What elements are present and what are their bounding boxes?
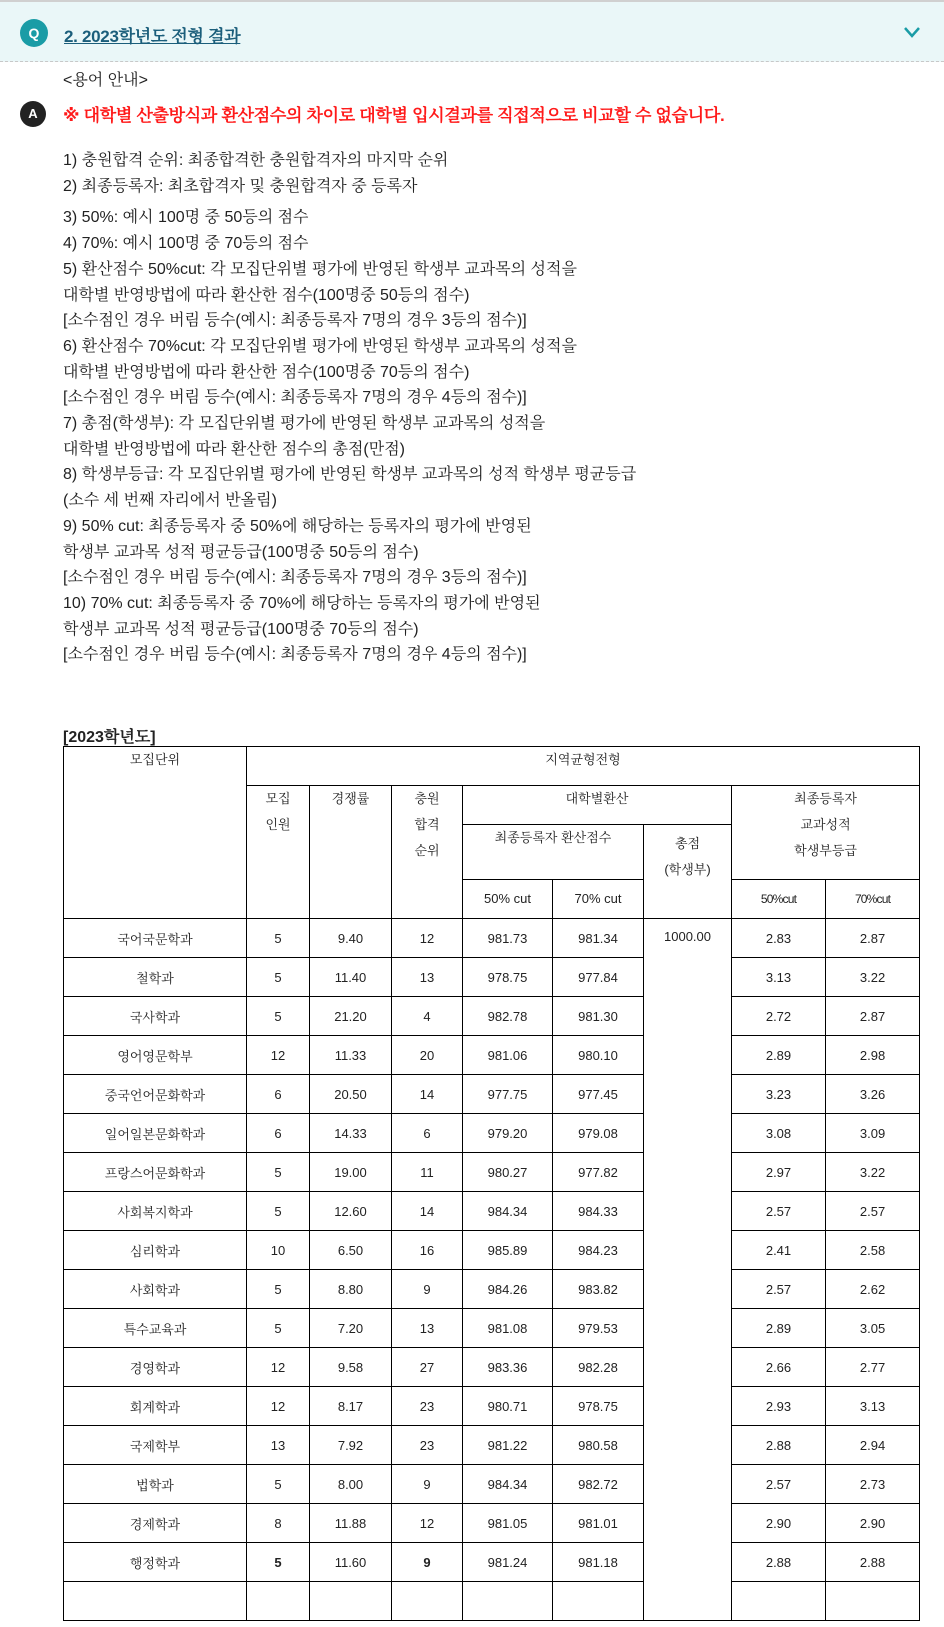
definition-item: [소수점인 경우 버림 등수(예시: 최종등록자 7명의 경우 3등의 점수)] [63, 312, 527, 330]
header-waitlist: 충원 합격 순위 [392, 786, 463, 919]
definition-item: 6) 환산점수 70%cut: 각 모집단위별 평가에 반영된 학생부 교과목의 성적을 [63, 337, 577, 355]
cell-score-70cut: 980.10 [553, 1036, 644, 1075]
question-badge: Q [20, 19, 48, 47]
cell-quota: 5 [247, 1192, 310, 1231]
definition-item: [소수점인 경우 버림 등수(예시: 최종등록자 7명의 경우 4등의 점수)] [63, 646, 527, 664]
table-row [64, 1426, 920, 1465]
cell-grade-70cut: 2.73 [826, 1465, 920, 1504]
definition-item: 학생부 교과목 성적 평균등급(100명중 70등의 점수) [63, 620, 419, 638]
cell-empty [732, 1582, 826, 1621]
table-row [64, 1036, 920, 1075]
cell-score-50cut: 981.22 [463, 1426, 553, 1465]
cell-score-50cut: 985.89 [463, 1231, 553, 1270]
cell-waitlist-rank: 12 [392, 919, 463, 958]
cell-grade-50cut: 2.97 [732, 1153, 826, 1192]
cell-waitlist-rank: 20 [392, 1036, 463, 1075]
cell-waitlist-rank: 14 [392, 1192, 463, 1231]
definition-item: [소수점인 경우 버림 등수(예시: 최종등록자 7명의 경우 3등의 점수)] [63, 569, 527, 587]
table-row [64, 1231, 920, 1270]
definition-item: 대학별 반영방법에 따라 환산한 점수의 총점(만점) [63, 440, 406, 458]
header-final-score: 최종등록자 환산점수 [463, 825, 644, 880]
cell-unit: 경제학과 [64, 1504, 247, 1543]
cell-rate: 21.20 [310, 997, 392, 1036]
cell-score-50cut: 981.06 [463, 1036, 553, 1075]
cell-waitlist-rank: 14 [392, 1075, 463, 1114]
cell-unit: 프랑스어문화학과 [64, 1153, 247, 1192]
cell-score-50cut: 981.05 [463, 1504, 553, 1543]
table-row [64, 1543, 920, 1582]
cell-total-score: 1000.00 [644, 919, 732, 1621]
table-row [64, 1270, 920, 1309]
cell-score-50cut: 984.26 [463, 1270, 553, 1309]
definition-item: 9) 50% cut: 최종등록자 중 50%에 해당하는 등록자의 평가에 반영된 [63, 517, 532, 535]
cell-waitlist-rank: 16 [392, 1231, 463, 1270]
cell-quota: 5 [247, 997, 310, 1036]
cell-unit: 사회복지학과 [64, 1192, 247, 1231]
cell-score-70cut: 977.45 [553, 1075, 644, 1114]
definition-item: 10) 70% cut: 최종등록자 중 70%에 해당하는 등록자의 평가에 반영된 [63, 594, 541, 612]
cell-score-70cut: 984.33 [553, 1192, 644, 1231]
cell-grade-50cut: 2.72 [732, 997, 826, 1036]
cell-rate: 8.80 [310, 1270, 392, 1309]
cell-score-50cut: 982.78 [463, 997, 553, 1036]
cell-unit: 경영학과 [64, 1348, 247, 1387]
cell-quota: 12 [247, 1036, 310, 1075]
definition-item: 대학별 반영방법에 따라 환산한 점수(100명중 50등의 점수) [63, 286, 470, 304]
table-row [64, 1504, 920, 1543]
cell-score-50cut: 979.20 [463, 1114, 553, 1153]
guide-title: <용어 안내> [63, 72, 148, 89]
cell-unit: 일어일본문화학과 [64, 1114, 247, 1153]
table-row [64, 1114, 920, 1153]
definition-item: 4) 70%: 예시 100명 중 70등의 점수 [63, 235, 309, 253]
cell-grade-70cut: 2.87 [826, 919, 920, 958]
cell-rate: 19.00 [310, 1153, 392, 1192]
cell-grade-50cut: 2.57 [732, 1465, 826, 1504]
cell-score-70cut: 978.75 [553, 1387, 644, 1426]
table-row [64, 1075, 920, 1114]
cell-grade-50cut: 2.57 [732, 1270, 826, 1309]
cell-rate: 7.92 [310, 1426, 392, 1465]
header-score-70cut: 70% cut [553, 880, 644, 919]
cell-grade-70cut: 3.05 [826, 1309, 920, 1348]
cell-grade-50cut: 2.93 [732, 1387, 826, 1426]
table-row [64, 958, 920, 997]
cell-rate: 9.40 [310, 919, 392, 958]
cell-rate: 12.60 [310, 1192, 392, 1231]
cell-quota: 6 [247, 1114, 310, 1153]
definition-item: 3) 50%: 예시 100명 중 50등의 점수 [63, 209, 309, 227]
cell-unit: 중국언어문화학과 [64, 1075, 247, 1114]
cell-grade-50cut: 2.57 [732, 1192, 826, 1231]
cell-score-50cut: 980.71 [463, 1387, 553, 1426]
cell-score-70cut: 979.53 [553, 1309, 644, 1348]
table-row [64, 1309, 920, 1348]
cell-grade-70cut: 2.77 [826, 1348, 920, 1387]
cell-rate: 8.17 [310, 1387, 392, 1426]
cell-grade-50cut: 2.66 [732, 1348, 826, 1387]
answer-badge: A [20, 101, 46, 127]
cell-empty [392, 1582, 463, 1621]
cell-score-70cut: 981.01 [553, 1504, 644, 1543]
cell-grade-50cut: 3.13 [732, 958, 826, 997]
header-score-50cut: 50% cut [463, 880, 553, 919]
header-track: 지역균형전형 [247, 747, 920, 786]
table-row [64, 997, 920, 1036]
cell-waitlist-rank: 13 [392, 958, 463, 997]
cell-rate: 11.40 [310, 958, 392, 997]
cell-waitlist-rank: 23 [392, 1387, 463, 1426]
cell-unit: 심리학과 [64, 1231, 247, 1270]
cell-grade-50cut: 2.89 [732, 1036, 826, 1075]
cell-grade-70cut: 3.13 [826, 1387, 920, 1426]
table-row [64, 1153, 920, 1192]
cell-rate: 7.20 [310, 1309, 392, 1348]
header-quota: 모집 인원 [247, 786, 310, 919]
cell-score-70cut: 979.08 [553, 1114, 644, 1153]
definition-item: 1) 충원합격 순위: 최종합격한 충원합격자의 마지막 순위 [63, 152, 449, 169]
cell-quota: 5 [247, 1309, 310, 1348]
cell-unit: 국제학부 [64, 1426, 247, 1465]
cell-score-70cut: 983.82 [553, 1270, 644, 1309]
chevron-down-icon[interactable] [902, 22, 922, 42]
cell-grade-70cut: 3.22 [826, 1153, 920, 1192]
cell-grade-70cut: 3.26 [826, 1075, 920, 1114]
cell-quota: 5 [247, 1465, 310, 1504]
header-unit: 모집단위 [64, 747, 247, 919]
cell-grade-50cut: 2.83 [732, 919, 826, 958]
cell-waitlist-rank: 11 [392, 1153, 463, 1192]
term-definitions [63, 148, 923, 668]
cell-unit: 영어영문학부 [64, 1036, 247, 1075]
cell-waitlist-rank: 9 [392, 1270, 463, 1309]
cell-score-50cut: 984.34 [463, 1192, 553, 1231]
table-row [64, 1348, 920, 1387]
cell-empty [247, 1582, 310, 1621]
cell-empty [463, 1582, 553, 1621]
cell-grade-50cut: 2.41 [732, 1231, 826, 1270]
cell-grade-70cut: 3.22 [826, 958, 920, 997]
cell-score-50cut: 983.36 [463, 1348, 553, 1387]
cell-waitlist-rank: 12 [392, 1504, 463, 1543]
definition-item: 학생부 교과목 성적 평균등급(100명중 50등의 점수) [63, 543, 419, 561]
cell-grade-70cut: 2.87 [826, 997, 920, 1036]
cell-unit: 회계학과 [64, 1387, 247, 1426]
cell-waitlist-rank: 13 [392, 1309, 463, 1348]
cell-score-50cut: 978.75 [463, 958, 553, 997]
cell-score-50cut: 980.27 [463, 1153, 553, 1192]
cell-grade-50cut: 2.88 [732, 1543, 826, 1582]
cell-unit: 법학과 [64, 1465, 247, 1504]
cell-grade-50cut: 3.23 [732, 1075, 826, 1114]
cell-unit: 국사학과 [64, 997, 247, 1036]
cell-grade-50cut: 2.89 [732, 1309, 826, 1348]
cell-rate: 8.00 [310, 1465, 392, 1504]
header-grade-70cut: 70%cut [826, 880, 920, 919]
cell-empty [826, 1582, 920, 1621]
cell-waitlist-rank: 23 [392, 1426, 463, 1465]
cell-waitlist-rank: 6 [392, 1114, 463, 1153]
cell-score-70cut: 981.18 [553, 1543, 644, 1582]
cell-grade-70cut: 2.57 [826, 1192, 920, 1231]
cell-score-70cut: 984.23 [553, 1231, 644, 1270]
table-row [64, 1465, 920, 1504]
cell-quota: 5 [247, 1153, 310, 1192]
cell-score-70cut: 977.82 [553, 1153, 644, 1192]
table-row [64, 919, 920, 958]
cell-empty [553, 1582, 644, 1621]
cell-grade-70cut: 2.90 [826, 1504, 920, 1543]
cell-unit: 철학과 [64, 958, 247, 997]
cell-quota: 10 [247, 1231, 310, 1270]
cell-empty [310, 1582, 392, 1621]
cell-quota: 8 [247, 1504, 310, 1543]
cell-quota: 12 [247, 1387, 310, 1426]
cell-quota: 5 [247, 1270, 310, 1309]
definition-item: (소수 세 번째 자리에서 반올림) [63, 492, 277, 510]
cell-score-50cut: 977.75 [463, 1075, 553, 1114]
answer-content [63, 68, 923, 668]
cell-grade-70cut: 2.62 [826, 1270, 920, 1309]
cell-rate: 11.88 [310, 1504, 392, 1543]
cell-grade-70cut: 3.09 [826, 1114, 920, 1153]
cell-score-50cut: 981.73 [463, 919, 553, 958]
header-rate: 경쟁률 [310, 786, 392, 919]
question-title-link[interactable]: 2. 2023학년도 전형 결과 [64, 27, 241, 46]
cell-unit: 사회학과 [64, 1270, 247, 1309]
cell-grade-70cut: 2.98 [826, 1036, 920, 1075]
cell-quota: 12 [247, 1348, 310, 1387]
cell-waitlist-rank: 9 [392, 1543, 463, 1582]
table-row-partial [64, 1582, 920, 1621]
definition-item: 7) 총점(학생부): 각 모집단위별 평가에 반영된 학생부 교과목의 성적을 [63, 415, 546, 433]
cell-unit: 특수교육과 [64, 1309, 247, 1348]
cell-quota: 6 [247, 1075, 310, 1114]
cell-rate: 6.50 [310, 1231, 392, 1270]
cell-score-70cut: 977.84 [553, 958, 644, 997]
cell-grade-50cut: 3.08 [732, 1114, 826, 1153]
definition-item: 2) 최종등록자: 최초합격자 및 충원합격자 중 등록자 [63, 177, 418, 195]
cell-quota: 5 [247, 1543, 310, 1582]
cell-rate: 11.33 [310, 1036, 392, 1075]
cell-grade-70cut: 2.94 [826, 1426, 920, 1465]
header-grade: 최종등록자 교과성적 학생부등급 [732, 786, 920, 880]
cell-score-70cut: 980.58 [553, 1426, 644, 1465]
admission-results-table [63, 746, 920, 1621]
table-row [64, 1387, 920, 1426]
cell-score-70cut: 982.72 [553, 1465, 644, 1504]
year-title: [2023학년도] [63, 729, 156, 746]
cell-quota: 5 [247, 919, 310, 958]
cell-grade-50cut: 2.88 [732, 1426, 826, 1465]
cell-waitlist-rank: 27 [392, 1348, 463, 1387]
cell-unit: 국어국문학과 [64, 919, 247, 958]
cell-score-50cut: 981.24 [463, 1543, 553, 1582]
definition-item: [소수점인 경우 버림 등수(예시: 최종등록자 7명의 경우 4등의 점수)] [63, 389, 527, 407]
cell-waitlist-rank: 4 [392, 997, 463, 1036]
question-header[interactable] [0, 0, 944, 62]
definition-item: 대학별 반영방법에 따라 환산한 점수(100명중 70등의 점수) [63, 363, 470, 381]
table-row [64, 1192, 920, 1231]
definition-item: 8) 학생부등급: 각 모집단위별 평가에 반영된 학생부 교과목의 성적 학생부 평균등급 [63, 466, 637, 484]
cell-rate: 11.60 [310, 1543, 392, 1582]
cell-grade-70cut: 2.88 [826, 1543, 920, 1582]
cell-empty [64, 1582, 247, 1621]
cell-score-70cut: 981.30 [553, 997, 644, 1036]
cell-grade-70cut: 2.58 [826, 1231, 920, 1270]
cell-score-50cut: 984.34 [463, 1465, 553, 1504]
cell-quota: 13 [247, 1426, 310, 1465]
definition-item: 5) 환산점수 50%cut: 각 모집단위별 평가에 반영된 학생부 교과목의 성적을 [63, 260, 577, 278]
header-total: 총점 (학생부) [644, 825, 732, 919]
cell-rate: 20.50 [310, 1075, 392, 1114]
cell-rate: 9.58 [310, 1348, 392, 1387]
cell-score-50cut: 981.08 [463, 1309, 553, 1348]
cell-waitlist-rank: 9 [392, 1465, 463, 1504]
cell-score-70cut: 982.28 [553, 1348, 644, 1387]
header-grade-50cut: 50%cut [732, 880, 826, 919]
cell-unit: 행정학과 [64, 1543, 247, 1582]
cell-grade-50cut: 2.90 [732, 1504, 826, 1543]
cell-score-70cut: 981.34 [553, 919, 644, 958]
warning-notice: ※ 대학별 산출방식과 환산점수의 차이로 대학별 입시결과를 직접적으로 비교할 수 없습니다. [63, 106, 725, 125]
header-converted: 대학별환산 [463, 786, 732, 825]
cell-quota: 5 [247, 958, 310, 997]
cell-rate: 14.33 [310, 1114, 392, 1153]
